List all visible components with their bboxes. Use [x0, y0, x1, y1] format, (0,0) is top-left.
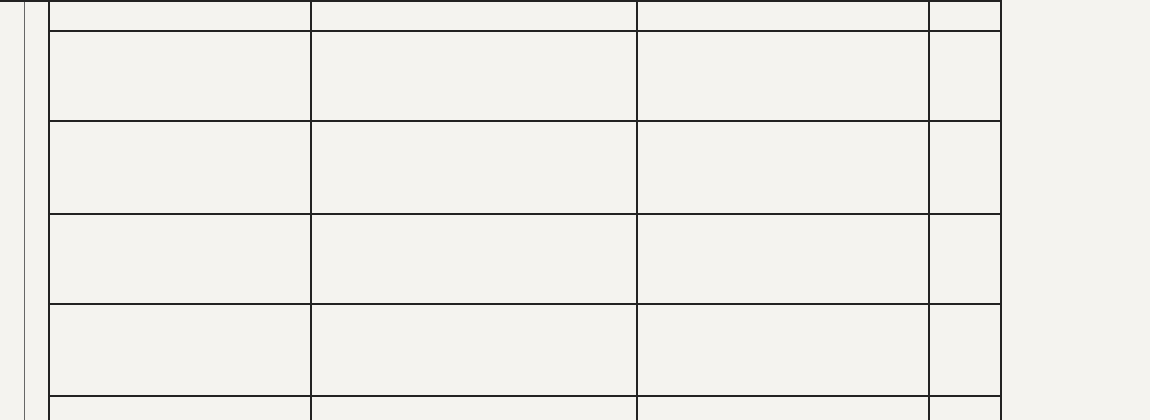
- grid-line: [50, 213, 1000, 215]
- grid-line: [636, 0, 638, 420]
- grid-line: [24, 0, 25, 420]
- grid-line: [1000, 0, 1002, 420]
- calendar-title: [1000, 8, 1150, 412]
- grid-line: [48, 0, 50, 420]
- grid-line: [50, 120, 1000, 122]
- grid-line: [50, 395, 1000, 397]
- grid-line: [310, 0, 312, 420]
- grid-line: [0, 0, 1000, 2]
- grid-line: [50, 30, 1000, 32]
- grid-line: [50, 303, 1000, 305]
- grid-line: [928, 0, 930, 420]
